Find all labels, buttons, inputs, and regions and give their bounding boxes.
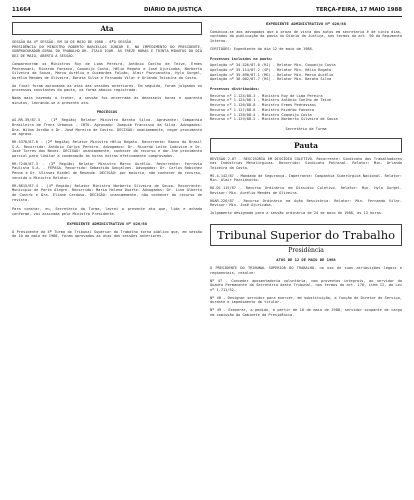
case-entry: RR-8815/87-4 - (4ª Região) Relator Ministro Norberto Silveira de Souza. Recorrente: Município de Porto Alegre. Recorrido: Maria Helena Duarte. Advogados: Dr. Lino Alberto de Castro e Dra. Eliane Cardoso. DECISÃO: unanimemente, não conhecer do recurso de revista.: [12, 183, 205, 202]
distribution-head: Processos distribuídos:: [210, 87, 260, 92]
ata-title-box: [12, 22, 202, 35]
ato-paragraph: Nº 49 - Exonerar, a pedido, a partir de 10 de maio de 1988, servidor ocupante de cargo em comissão do Gabinete da Presidência.: [210, 308, 405, 317]
ato-paragraph: Nº 48 - Designar servidor para exercer, em substituição, a função de Diretor de Serviço, durante o impedimento do titular.: [210, 295, 405, 305]
list-item: Apelação nº 35.890/87-1 (MG) - Relator Min. Marco Aurélio: [210, 72, 334, 77]
page-number: 11664: [12, 7, 31, 13]
distribution-list: [210, 94, 402, 122]
issue-date: TERÇA-FEIRA, 17 MAIO 1988: [316, 7, 402, 13]
list-head: Processos incluídos na pauta:: [210, 56, 273, 61]
pauta-title-box: [210, 138, 402, 153]
right-paragraph: CERTIDÕES: Expediente do dia 12 de maio de 1988.: [210, 46, 314, 51]
pauta-title: Pauta: [293, 140, 319, 150]
closing-paragraph: Para constar, eu, Secretário da Turma, lavrei a presente ata que, lida e achada conforme, vai assinada pelo Ministro Presidente.: [12, 207, 205, 217]
journal-title: DIÁRIO DA JUSTIÇA: [144, 7, 202, 13]
case-entry: RR-7240/87-3 - (3ª Região) Relator Ministro Marco Aurélio. Recorrente: Ferrovia Paulista S.A. - FEPASA. Recorrido: Sebastião Gonçalves. Advogados: Dr. Carlos Robichez Penna e Dr. Ulisses Riedel de Resende. DECISÃO: por maioria, não conhecer do recurso, vencido o Ministro Relator.: [12, 161, 205, 180]
pauta-item: MS-4.142/87 - Mandado de Segurança. Impetrante: Companhia Siderúrgica Nacional. Relator: Min. Almir Pazzianotto.: [210, 173, 405, 183]
ata-title: Ata: [100, 24, 114, 33]
pauta-item: ROAR-226/87 - Recurso Ordinário em Ação Rescisória. Relator: Min. Fernando Vilar. Revisor: Min. José Ajuricaba.: [210, 198, 405, 208]
list-item: Recurso nº 1.127/88-6 - Ministro Ricardo Fonseca: [210, 107, 314, 112]
ato-paragraph: Nº 47 - Conceder aposentadoria voluntária, com proventos integrais, ao servidor do Quadro Permanente da Secretaria deste Tribunal, nos termos do art. 176, item II, da Lei nº 1.711/52.: [210, 278, 405, 292]
list-item: Apelação nº 35.114/87-2 (SP) - Relator Min. Hélio Regato: [210, 67, 332, 72]
list-item: Recurso nº 1.128/88-4 - Ministro Coqueijo Costa: [210, 112, 312, 117]
atos-body: [210, 266, 405, 317]
pauta-item: RO-DC-115/87 - Recurso Ordinário em Dissídio Coletivo. Relator: Min. Hylo Gurgel. Revisor: Min. Aurélio Mendes de Oliveira.: [210, 186, 405, 195]
pauta-list: [210, 156, 405, 216]
list-item: Recurso nº 1.126/88-8 - Ministro Ermes Pedrassani: [210, 103, 317, 108]
right-paragraph: Comunica-se aos advogados que o prazo de vista dos autos em secretaria é de cinco dias, contados da publicação da pauta no Diário da Justiça, nos termos do art. 90 do Regimento Interno.: [210, 29, 405, 44]
case-list: [12, 118, 205, 202]
expediente-title: EXPEDIENTE ADMINISTRATIVO Nº 026/88: [66, 220, 147, 226]
atos-head: ATOS DE 12 DE MAIO DE 1988: [276, 257, 336, 263]
ata-body: [12, 40, 205, 105]
right-top-head: EXPEDIENTE ADMINISTRATIVO Nº 026/88: [265, 21, 346, 26]
page-header: [12, 6, 402, 17]
left-column: [12, 22, 205, 244]
presidencia-title: Presidência: [288, 246, 324, 254]
expediente-paragraph: O Presidente da 4ª Turma do Tribunal Superior do Trabalho torna público que, em sessão de 10 de maio de 1988, foram aprovadas as atas das sessões anteriores.: [12, 229, 205, 239]
list-item: Recurso nº 1.129/88-2 - Ministro Norberto Silveira de Souza: [210, 117, 338, 122]
tst-title-box: [210, 224, 402, 246]
list-item: Recurso nº 1.125/88-1 - Ministro Antônio Coelho de Teive: [210, 98, 332, 103]
section-label: PROCESSOS: [96, 109, 118, 115]
ato-paragraph: O PRESIDENTE DO TRIBUNAL SUPERIOR DO TRABALHO, no uso de suas atribuições legais e regimentais, resolve:: [210, 266, 405, 275]
case-entry: AG-RR-39/87-5 - (1ª Região) Relator Ministro Barata Silva. Agravante: Companhia Brasileira de Trens Urbanos - CBTU. Agravado: Joaquim Francisco da Silva. Advogados: Dra. Wilma Jordão e Dr. José Moreira de Castro. DECISÃO: unanimemente, negar provimento ao agravo.: [12, 118, 205, 137]
ata-paragraph: SESSÃO DA 4ª SESSÃO, EM 10 DE MAIO DE 1988 - 8ªA SESSÃO: [12, 40, 131, 44]
expediente-body: [12, 229, 205, 239]
list-item: Apelação nº 36.002/87-7 (RS) - Relator Min. Barata Silva: [210, 77, 332, 82]
closing-text: [12, 207, 205, 217]
right-column: [210, 21, 405, 322]
signature: Secretário da Turma: [285, 126, 327, 131]
ata-paragraph: PRESIDÊNCIA DO MINISTRO ROBERTO BARCELLOS JÚNIOR E, NO IMPEDIMENTO DO PRESIDENTE, SUBPROCURADOR-GERAL DO TRABALHO DR. ÍTALO IGOR. ÀS TREZE HORAS E TRINTA MINUTOS DO DIA DEZ DE MAIO, ABERTA A SESSÃO.: [12, 44, 205, 59]
ata-paragraph: Nada mais havendo a tratar, a sessão foi encerrada às dezesseis horas e quarenta minutos, lavrando-se a presente ata.: [12, 96, 205, 105]
case-entry: RR-5376/87-0 - (2ª Região) Relator Ministro Hélio Regato. Recorrente: Banco do Brasil S.A. Recorrido: Antônio Carlos Pereira. Advogados: Dr. Ricardo Leite Luduvice e Dr. José Torres das Neves. DECISÃO: unanimemente, conhecer do recurso e dar-lhe provimento parcial para limitar a condenação às horas extras efetivamente comprovadas.: [12, 139, 205, 159]
ata-paragraph: Compareceram os Ministros Ruy de Lima Pereira, Antônio Coelho de Teive, Ermes Pedrassani, Ricardo Fonseca, Coqueijo Costa, Hélio Regato e José Ajuricaba, Norberto Silveira de Souza, Marco Aurélio e Guimarães Falcão, Almir Pazzianotto, Hylo Gurgel, Aurélio Mendes de Oliveira, Barata Silva e Fernando Vilar e Orlando Teixeira da Costa.: [12, 61, 205, 80]
right-top-body: [210, 29, 405, 52]
list-item: Recurso nº 1.124/88-3 - Ministro Ruy de Lima Pereira: [210, 93, 323, 98]
tst-title: Tribunal Superior do Trabalho: [216, 227, 396, 242]
pauta-item: REVISÃO 2-87 - RESCISÓRIA EM DISSÍDIO COLETIVO. Recorrente: Sindicato dos Trabalhadores nas Indústrias Metalúrgicas. Recorrido: Sindicato Patronal. Relator: Min. Orlando Teixeira da Costa.: [210, 156, 405, 171]
appeal-list: [210, 63, 402, 82]
pauta-note: Julgamento designado para a sessão ordinária de 24 de maio de 1988, às 13 horas.: [210, 210, 384, 215]
list-item: Apelação nº 34.526/87-0 (RJ) - Relator Min. Coqueijo Costa: [210, 63, 336, 68]
ata-paragraph: Ao final foram aprovadas as atas das sessões anteriores. Em seguida, foram julgados os processos constantes da pauta, na forma abaixo registrada.: [12, 83, 205, 93]
